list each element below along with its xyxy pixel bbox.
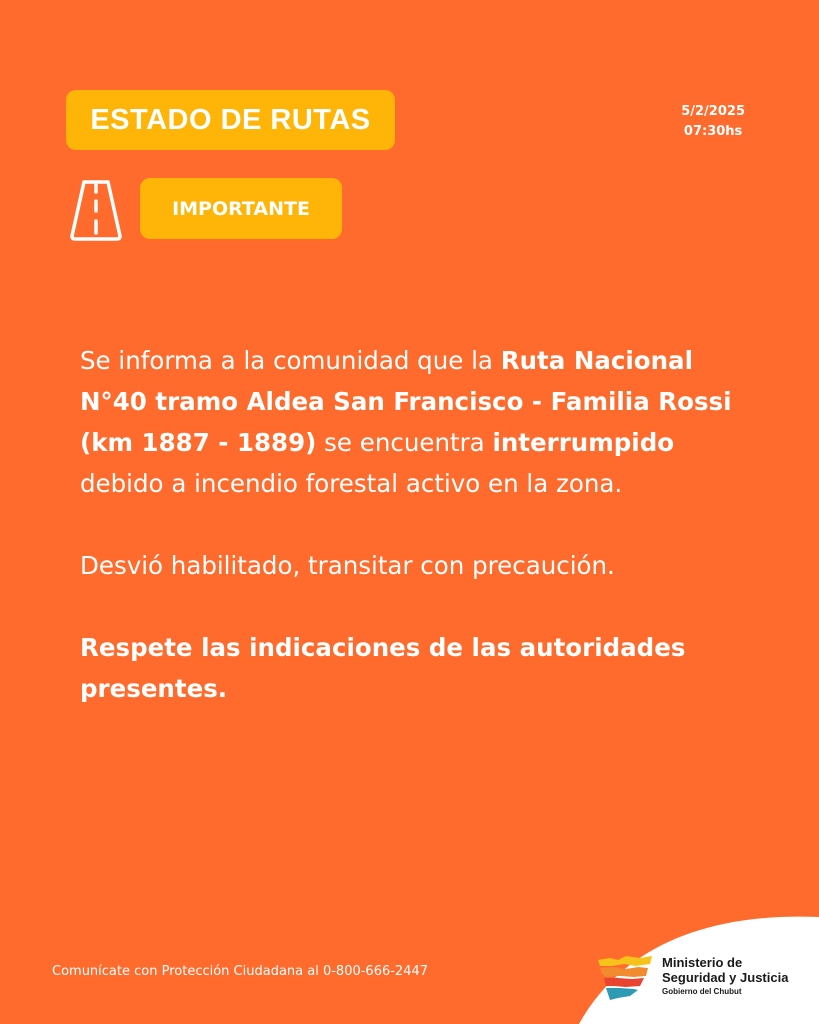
- datetime: [681, 102, 745, 142]
- logo-text: [662, 955, 788, 998]
- message-text: se encuentra: [316, 428, 493, 457]
- important-badge: IMPORTANTE: [140, 178, 342, 239]
- message-text: Se informa a la comunidad que la: [80, 346, 501, 375]
- chubut-logo-icon: [596, 950, 654, 1002]
- status-word: interrumpido: [492, 428, 675, 457]
- logo-line-3: Gobierno del Chubut: [662, 986, 742, 996]
- message-text: debido a incendio forestal activo en la zona.: [80, 469, 623, 498]
- time-label: 07:30hs: [683, 124, 743, 139]
- warning-text: Respete las indicaciones de las autoridades presentes.: [80, 633, 686, 703]
- ministry-logo: [596, 950, 788, 1002]
- route-name: Ruta Nacional N°40 tramo Aldea San Francisco - Familia Rossi (km 1887 - 1889): [80, 346, 732, 457]
- message-paragraph-3: [80, 627, 750, 709]
- message-paragraph-1: [80, 340, 750, 504]
- message-paragraph-2: Desvió habilitado, transitar con precaución.: [80, 551, 615, 580]
- contact-info: Comunícate con Protección Ciudadana al 0-800-666-2447: [52, 964, 429, 979]
- road-icon: [64, 178, 128, 242]
- logo-line-2: Seguridad y Justicia: [662, 969, 789, 985]
- logo-line-1: Ministerio de: [662, 954, 743, 970]
- message-body: [80, 340, 750, 709]
- page-title: ESTADO DE RUTAS: [66, 90, 395, 150]
- date-label: 5/2/2025: [681, 104, 745, 119]
